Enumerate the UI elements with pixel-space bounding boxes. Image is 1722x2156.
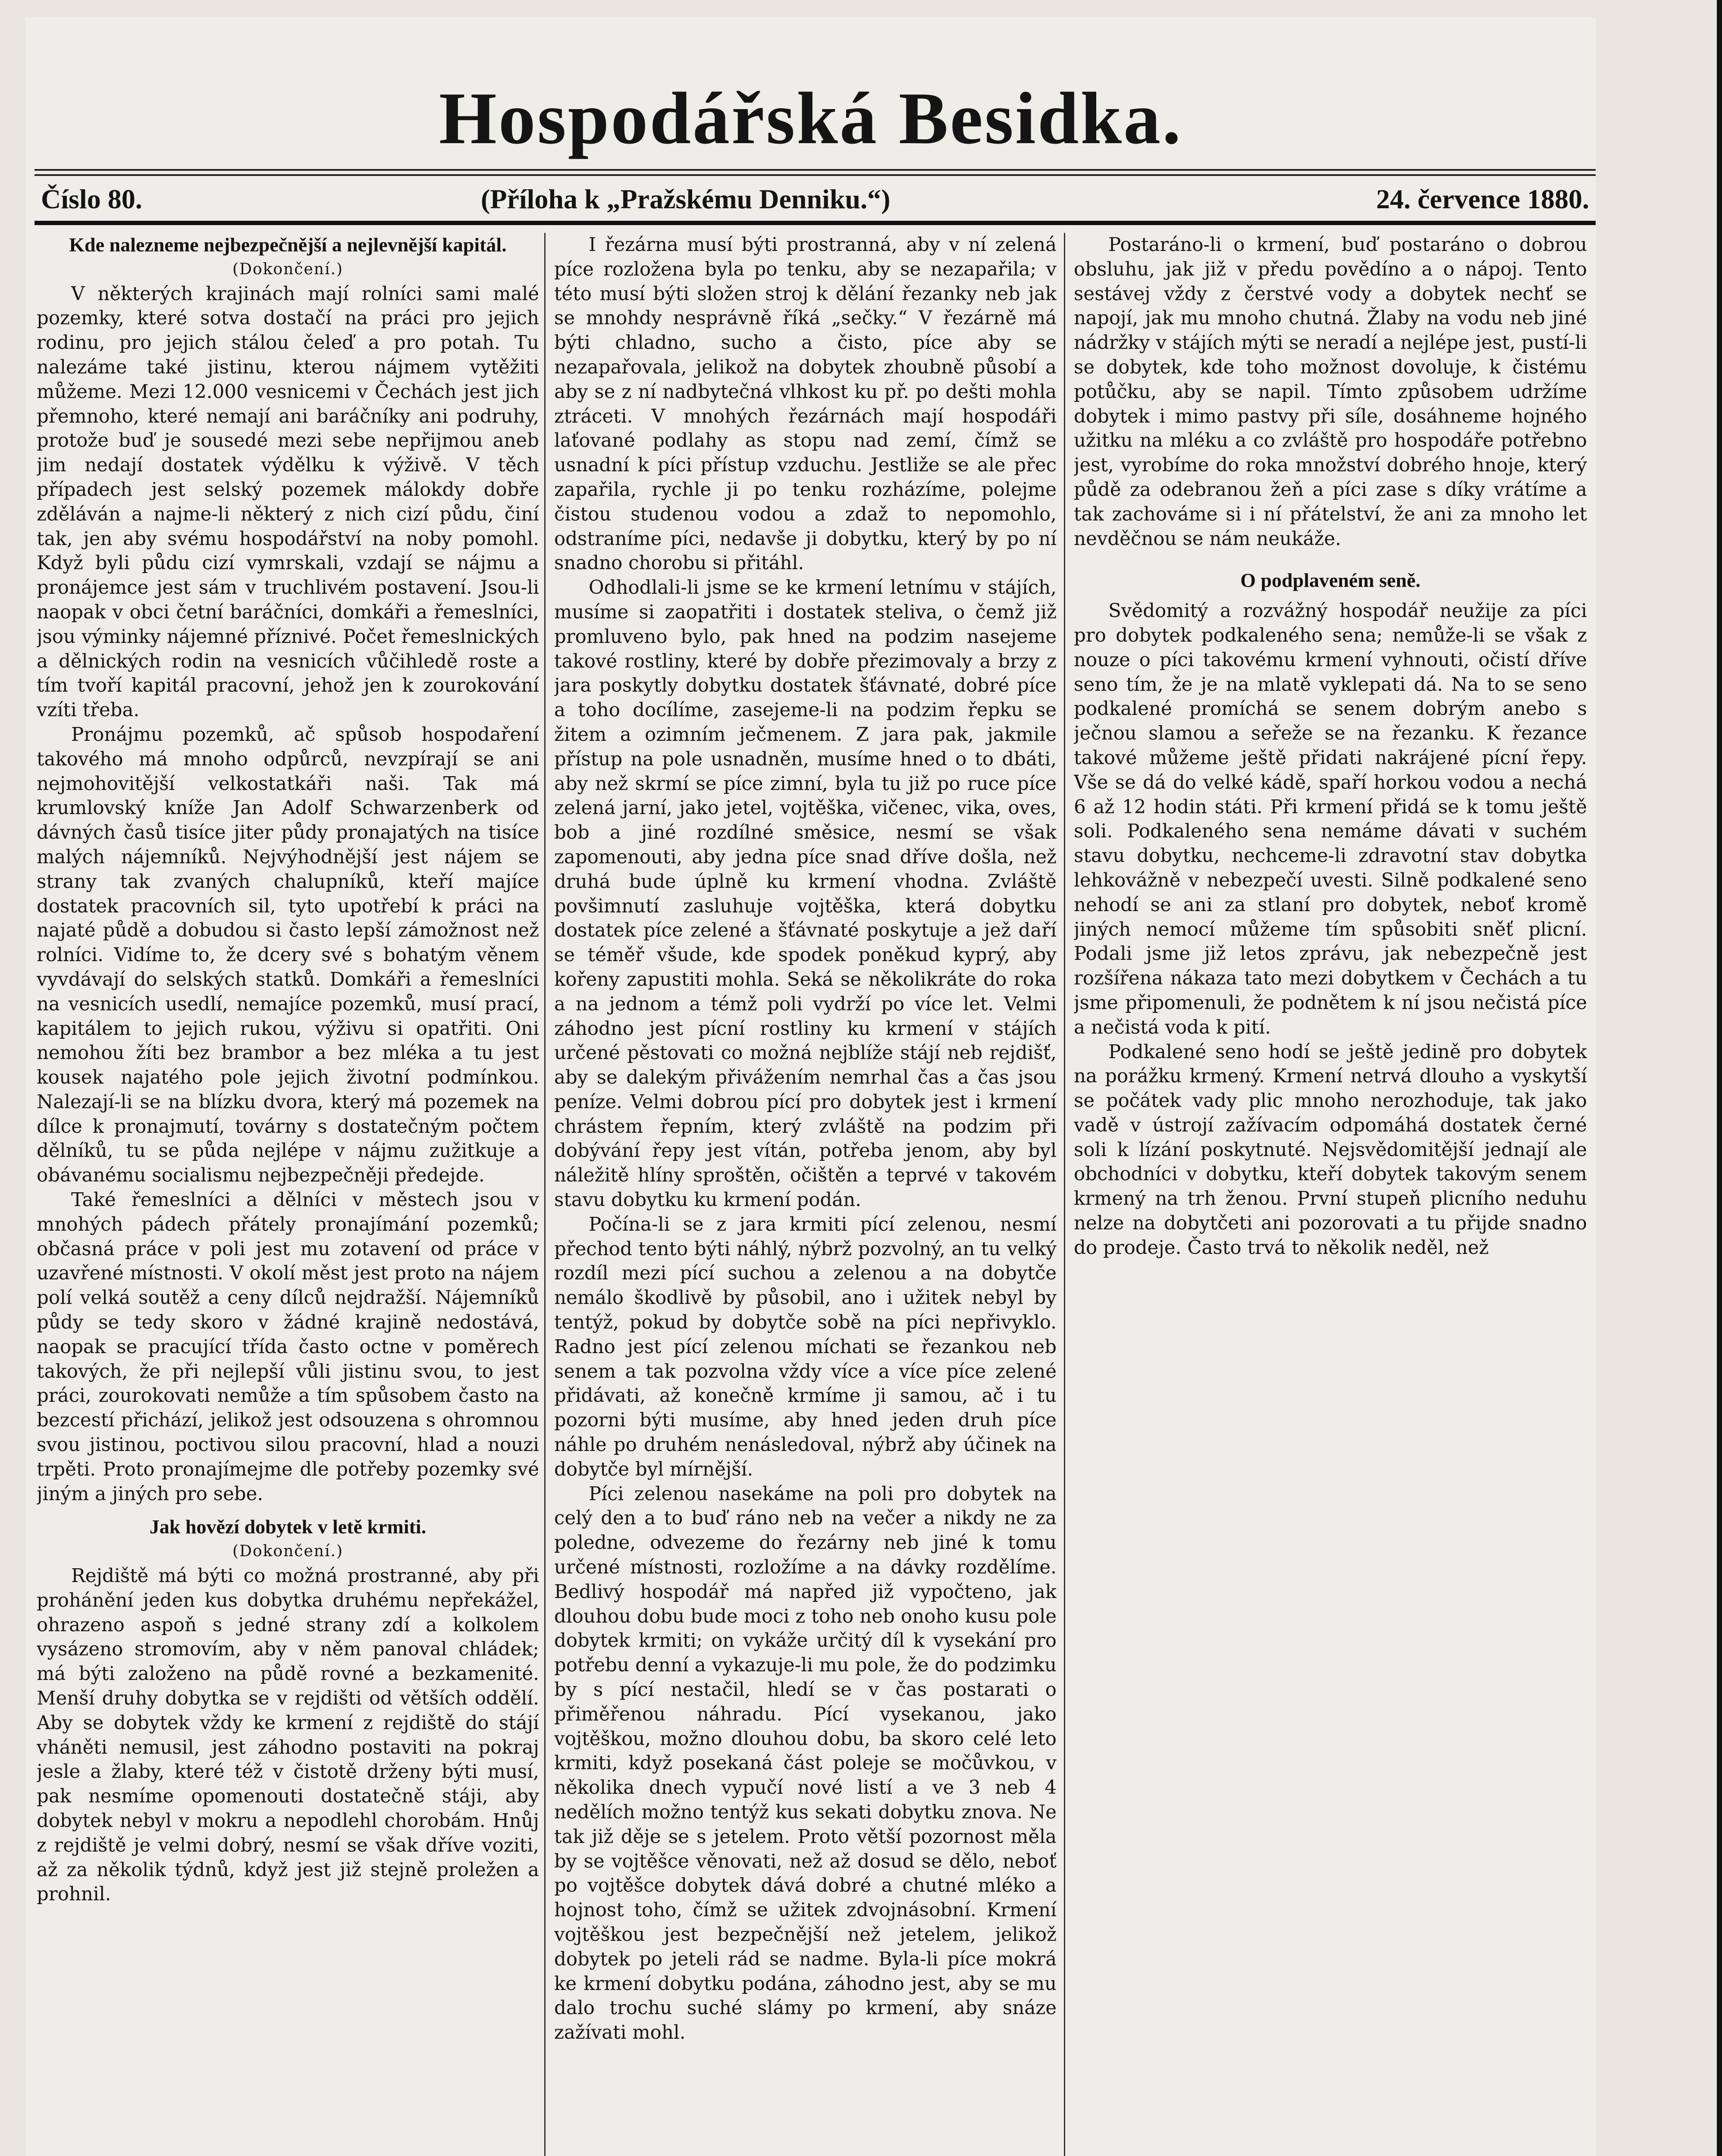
column-divider-1 <box>544 233 546 2156</box>
column-2 <box>554 233 1057 2156</box>
paragraph: Svědomitý a rozvážný hospodář neužije za píci pro dobytek podkaleného sena; nemůže-li se však z nouze o píci takovému krmení vyhnouti, očistí dříve seno tím, že je na mlatě vyklepati dá. Na to se seno podkalené promíchá se senem dobrým anebo s ječnou slamou a seřeže se na řezanku. K řezance takové můžeme ještě přidati nakrájené pícní řepy. Vše se dá do velké kádě, spaří horkou vodou a nechá 6 až 12 hodin státi. Při krmení přidá se k tomu ještě soli. Podkaleného sena nemáme dávati v suchém stavu dobytku, nechceme-li zdravotní stav dobytka lehkovážně v nebezpečí uvesti. Silně podkalené seno nehodí se ani za stlaní pro dobytek, neboť kromě jiných nemocí můžeme tím spůsobiti sněť plicní. Podali jsme již letos zprávu, jak nebezpečně jest rozšířena nákaza tato mezi dobytkem v Čechách a tu jsme připomenuli, že podnětem k ní jsou nečistá píce a nečistá voda k pití. <box>1074 600 1587 1038</box>
paragraph: Odhodlali-li jsme se ke krmení letnímu v stájích, musíme si zaopatřiti i dostatek steliva, o čemž již promluveno bylo, pak hned na podzim nasejeme takové rostliny, které by dobře přezimovaly a brzy z jara poskytly dobytku dostatek šťávnaté, dobré píce a toho docílíme, zasejeme-li na podzim řepku se žitem a ozimním ječmenem. Z jara pak, jakmile přístup na pole usnadněn, musíme hned o to dbáti, aby než skrmí se píce zimní, byla tu již po ruce píce zelená jarní, jako jetel, vojtěška, vičenec, vika, oves, bob a jiné rozdílné směsice, nesmí se však zapomenouti, aby jedna píce snad dříve došla, než druhá bude úplně ku krmení vhodna. Zvláště povšimnutí zasluhuje vojtěška, která dobytku dostatek píce zelené a šťávnaté poskytuje a jež daří se téměř všude, kde spodek poněkud kyprý, aby kořeny zapustiti mohla. Seká se několikráte do roka a na jednom a témž poli vydrží po více let. Velmi záhodno jest pícní rostliny ku krmení v stájích určené pěstovati co možná nejblíže stájí neb rejdišť, aby se dalekým přivážením nemrhal čas a čas jsou peníze. Velmi dobrou pící pro dobytek jest i krmení chrástem řepním, který zvláště na podzim při dobývání řepy jest vítán, potřeba jenom, aby byl náležitě hlíny sproštěn, očištěn a teprvé v takovém stavu dobytku ku krmení podán. <box>554 577 1057 1211</box>
article-title-dobytek: Jak hovězí dobytek v letě krmiti. <box>149 1516 427 1538</box>
paragraph: Postaráno-li o krmení, buď postaráno o dobrou obsluhu, jak již v předu povědíno a o nápoj. Tento sestávej vždy z čerstvé vody a dobytek nechť se napojí, jak mu mnoho chutná. Žlaby na vodu neb jiné nádržky v stájích mýti se neradí a nejlépe jest, pustí-li se dobytek, kde toho možnost dovoluje, k čistému potůčku, aby se napil. Tímto způsobem udržíme dobytek i mimo pastvy při síle, dosáhneme hojného užitku na mléku a co zvláště pro hospodáře potřebno jest, vyrobíme do roka množství dobrého hnoje, který půdě za odebranou žeň a píci zase s díky vrátíme a tak zachováme si i ní přátelství, že ani za mnoho let nevděčnou se nám neukáže. <box>1074 234 1587 550</box>
column-1 <box>37 233 539 2156</box>
article-note-kapital: (Dokončení.) <box>232 260 343 278</box>
masthead-rule-bottom <box>35 221 1596 225</box>
paragraph: Rejdiště má býti co možná prostranné, aby při prohánění jeden kus dobytka druhému nepřekážel, ohrazeno aspoň s jedné strany zdí a kolkolem vysázeno stromovím, aby v něm panoval chládek; má býti založeno na půdě rovné a bezkamenité. Menší druhy dobytka se v rejdišti od větších oddělí. Aby se dobytek vždy ke krmení z rejdiště do stájí vháněti nemusil, jest záhodno postaviti na pokraj jesle a žlaby, které též v čistotě drženy býti musí, pak nesmíme opomenouti dostatečně stáji, aby dobytek nebyl v mokru a nepodlehl chorobám. Hnůj z rejdiště je velmi dobrý, nesmí se však dříve voziti, až za několik týdnů, když jest již stejně proležen a prohnil. <box>37 1565 539 1905</box>
supplement-note: (Příloha k „Pražskému Denniku.“) <box>481 184 891 214</box>
paragraph: I řezárna musí býti prostranná, aby v ní zelená píce rozložena byla po tenku, aby se nezapařila; v této musí býti složen stroj k dělání řezanky neb jak se mnohdy nesprávně říká „sečky.“ V řezárně má býti chladno, sucho a čisto, píce aby se nezapařovala, jelikož na dobytek zhoubně působí a aby se z ní nadbytečná vlhkost ku př. po dešti mohla ztráceti. V mnohých řezárnách mají hospodáři laťované podlahy as stopu nad zemí, čímž se usnadní k píci přístup vzduchu. Jestliže se ale přec zapařila, rychle ji po tenku rozházíme, polejme čistou studenou vodou a zdaž to nepomohlo, odstraníme píci, nedavše ji dobytku, který by po ní snadno chorobu si přitáhl. <box>554 234 1057 574</box>
scan-border <box>1717 0 1722 2156</box>
column-divider-2 <box>1064 233 1065 2156</box>
masthead-rule-second <box>35 174 1596 176</box>
article-note-dobytek: (Dokončení.) <box>232 1542 343 1561</box>
issue-date: 24. července 1880. <box>1376 184 1589 214</box>
masthead-rule-top <box>35 169 1596 171</box>
issue-number: Číslo 80. <box>41 184 142 214</box>
newspaper-page <box>26 17 1596 2156</box>
paragraph: Počína-li se z jara krmiti pící zelenou, nesmí přechod tento býti náhlý, nýbrž pozvolný, an tu velký rozdíl mezi pící suchou a zelenou a na dobytče nemálo škodlivě by působil, ano i užitek nebyl by tentýž, pokud by dobytče sobě na píci nepřivyklo. Radno jest pící zelenou míchati se řezankou neb senem a tak pozvolna vždy více a více píce zelené přidávati, až konečně krmíme ji samou, ač i tu pozorni býti musíme, aby hned jeden druh píce náhle po druhém nenásledoval, nýbrž aby účinek na dobytče byl mírnější. <box>554 1213 1057 1480</box>
paragraph: V některých krajinách mají rolníci sami malé pozemky, které sotva dostačí na práci pro jejich rodinu, pro jejich stálou čeleď a pro potah. Tu nalezáme také jistinu, kterou nájmem vytěžiti můžeme. Mezi 12.000 vesnicemi v Čechách jest jich přemnoho, které nemají ani baráčníky ani podruhy, protože buď je sousedé mezi sebe nepřijmou aneb jim nedají dostatek výdělku k výživě. V těch případech jest selský pozemek málokdy dobře zděláván a najme-li některý z nich cizí půdu, činí tak, jen aby svému hospodářství na noby pomohl. Když byli půdu cizí vymrskali, vzdají se nájmu a pronájemce jest sám v truchlivém postavení. Jsou-li naopak v obci četní baráčníci, domkáři a řemeslníci, jsou výminky nájemné příznivé. Počet řemeslnických a dělnických rodin na vesnicích vůčihledě roste a tím tvoří kapitál pracovní, jehož jen k zourokování vzíti třeba. <box>37 283 539 721</box>
article-title-kapital: Kde nalezneme nejbezpečnější a nejlevnější kapitál. <box>69 234 507 256</box>
issue-line <box>41 182 1589 216</box>
paragraph: Podkalené seno hodí se ještě jedině pro dobytek na porážku krmený. Krmení netrvá dlouho a vyskytší se počátek vady plic mnoho nerozhoduje, tak jako vadě v ústrojí zažívacím odpomáhá dostatek černé soli k lízání poskytnuté. Nejsvědomitější jednají ale obchodníci v dobytku, kteří dobytek takovým senem krmený na trh ženou. První stupeň plicního neduhu nelze na dobytčeti ani pozorovati a tu přijde snadno do prodeje. Často trvá to několik neděl, než <box>1074 1041 1587 1259</box>
paragraph: Také řemeslníci a dělníci v městech jsou v mnohých pádech přátely pronajímání pozemků; občasná práce v poli jest mu zotavení od práce v uzavřené místnosti. V okolí měst jest proto na nájem polí velká soutěž a ceny dílců nejdražší. Nájemníků půdy se tedy skoro v žádné krajině nedostává, naopak se pracující třída často octne v poměrech takových, že při nejlepší vůli jistinu svou, to jest práci, zourokovati nemůže a tím spůsobem často na bezcestí přichází, jelikož jest odsouzena s ohromnou svou jistinou, poctivou silou pracovní, hlad a nouzi trpěti. Proto pronajímejme dle potřeby pozemky své jiným a jiných pro sebe. <box>37 1189 539 1505</box>
column-3 <box>1074 233 1587 2156</box>
article-title-seno: O podplaveném seně. <box>1240 569 1421 592</box>
paragraph: Píci zelenou nasekáme na poli pro dobytek na celý den a to buď ráno neb na večer a nikdy ne za poledne, odvezeme do řezárny neb jiné k tomu určené místnosti, rozložíme a na dávky rozdělíme. Bedlivý hospodář má napřed již vypočteno, jak dlouhou dobu bude moci z toho neb onoho kusu pole dobytek krmiti; on vykáže určitý díl k vysekání pro potřebu denní a vykazuje-li mu pole, že do podzimku by s pící nestačil, hledí se v čas postarati o přiměřenou náhradu. Pící vysekanou, jako vojtěškou, možno dlouhou dobu, ba skoro celé leto krmiti, když posekaná část poleje se močůvkou, v několika dnech vypučí nové listí a ve 3 neb 4 nedělích možno tentýž kus sekati dobytku znova. Ne tak již děje se s jetelem. Proto větší pozornost měla by se vojtěšce věnovati, než až dosud se dělo, neboť po vojtěšce dobytek dává dobré a chutné mléko a hojnost toho, čímž se užitek zdvojnásobní. Krmení vojtěškou jest bezpečnější než jetelem, jelikož dobytek po jeteli rád se nadme. Byla-li píce mokrá ke krmení dobytku podána, záhodno jest, aby se mu dalo trochu suché slámy po krmení, aby snáze zažívati mohl. <box>554 1483 1057 2044</box>
masthead-title: Hospodářská Besidka. <box>439 78 1183 160</box>
paragraph: Pronájmu pozemků, ač spůsob hospodaření takového má mnoho odpůrců, nevzpírají se ani nejmohovitější velkostatkáři naši. Tak má krumlovský kníže Jan Adolf Schwarzenberk od dávných časů tisíce jiter půdy pronajatých na tisíce malých nájemníků. Nejvýhodnější jest nájem se strany tak zvaných chalupníků, kteří majíce dostatek pracovních sil, tyto upotřebí k práci na najaté půdě a dobudou si často lepší zámožnost než rolníci. Vidíme to, že dcery své s bohatým věnem vyvdávají do selských statků. Domkáři a řemeslníci na vesnicích usedlí, nemajíce pozemků, musí prací, kapitálem to jejich rukou, výživu si opatřiti. Oni nemohou žíti bez brambor a bez mléka a tu jest kousek najatého pole jejich životní podmínkou. Nalezají-li se na blízku dvora, který má pozemek na dílce k pronajmutí, továrny s dostatečným počtem dělníků, tu se půda nejlépe v nájmu zužitkuje a obávanému socialismu nejbezpečněji předejde. <box>37 724 539 1187</box>
